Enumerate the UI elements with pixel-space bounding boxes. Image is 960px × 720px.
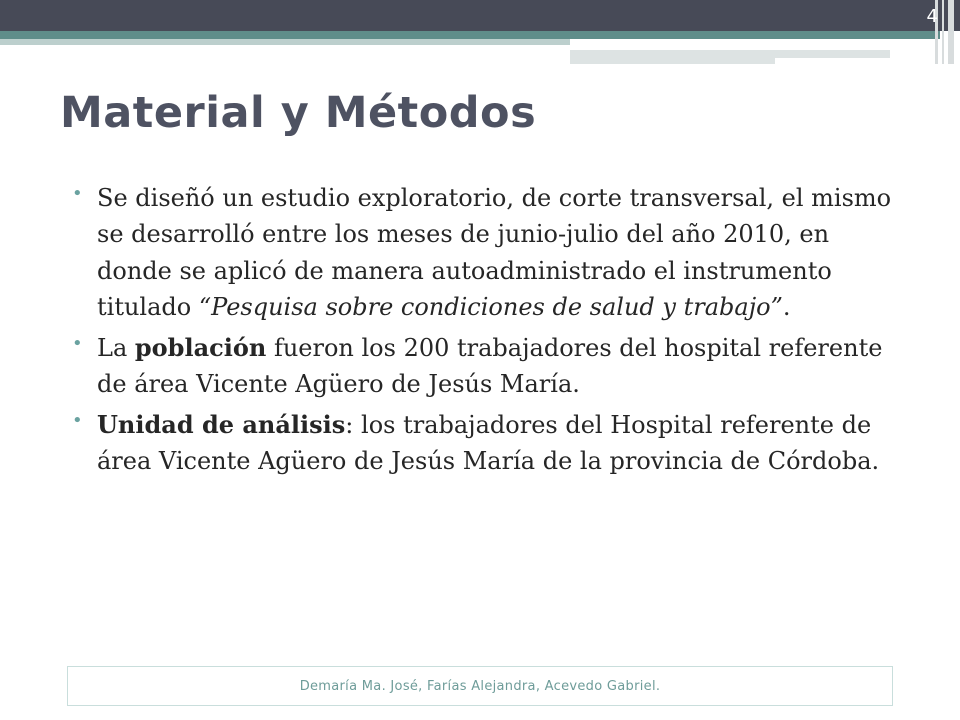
decorative-gray-bar bbox=[570, 50, 890, 58]
bullet-text: . bbox=[782, 293, 791, 322]
decorative-vertical-line bbox=[942, 0, 944, 64]
bullet-item bbox=[72, 180, 892, 326]
top-accent-stripe bbox=[0, 31, 940, 39]
bold-term: población bbox=[134, 332, 267, 362]
bullet-text: : los trabajadores del Hospital referente de área Vicente Agüero de Jesús María de la provincia de Córdoba. bbox=[97, 410, 880, 476]
instrument-title: “Pesquisa sobre condiciones de salud y trabajo” bbox=[198, 293, 783, 322]
bullet-text: Se diseñó un estudio exploratorio, de corte transversal, el mismo se desarrolló entre los meses de junio-julio del año 2010, en donde se aplicó de manera autoadministrado el instrumento titulado bbox=[97, 184, 892, 322]
bullet-item bbox=[72, 330, 892, 403]
footer-authors: Demaría Ma. José, Farías Alejandra, Acevedo Gabriel. bbox=[67, 666, 893, 706]
decorative-gray-bar-short bbox=[570, 58, 775, 64]
bullet-text: fueron los 200 trabajadores del hospital referente de área Vicente Agüero de Jesús María. bbox=[97, 333, 883, 399]
decorative-vertical-line bbox=[948, 0, 954, 64]
bullet-text: La bbox=[97, 333, 135, 362]
bullet-list bbox=[72, 180, 892, 484]
bullet-item bbox=[72, 407, 892, 480]
top-header-bar bbox=[0, 0, 960, 31]
page-number: 4 bbox=[926, 6, 938, 27]
slide-title: Material y Métodos bbox=[60, 88, 537, 138]
bold-term: Unidad de análisis bbox=[97, 409, 346, 439]
top-light-stripe bbox=[0, 39, 570, 45]
